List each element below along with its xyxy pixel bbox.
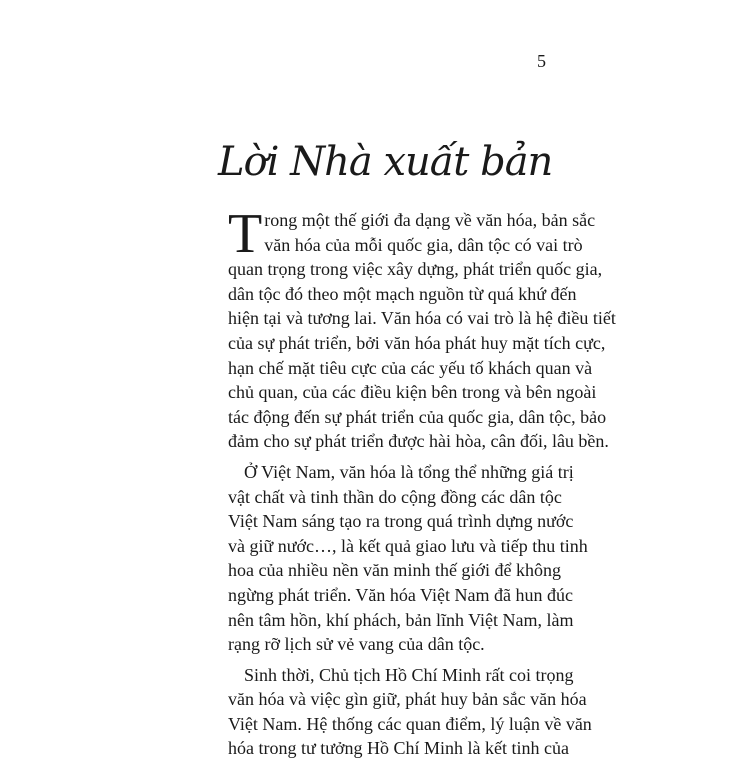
text-line: rong một thế giới đa dạng về văn hóa, bản sắc	[264, 210, 596, 230]
text-line: Sinh thời, Chủ tịch Hồ Chí Minh rất coi trọng	[244, 664, 574, 685]
text-line: vật chất và tinh thần do cộng đồng các dân tộc	[228, 486, 562, 507]
text-line: Việt Nam sáng tạo ra trong quá trình dựng nước	[228, 511, 574, 532]
text-line: ngừng phát triển. Văn hóa Việt Nam đã hun đúc	[228, 584, 573, 605]
text-line: văn hóa của mỗi quốc gia, dân tộc có vai trò	[264, 234, 583, 255]
text-line: rạng rỡ lịch sử vẻ vang của dân tộc.	[228, 634, 485, 655]
text-line: của sự phát triển, bởi văn hóa phát huy mặt tích cực,	[228, 332, 606, 353]
text-line: hoa của nhiều nền văn minh thế giới để không	[228, 560, 561, 581]
text-line: tác động đến sự phát triển của quốc gia, dân tộc, bảo	[228, 406, 607, 427]
body-text	[228, 203, 616, 761]
text-line: hóa trong tư tưởng Hồ Chí Minh là kết tinh của	[228, 738, 569, 759]
paragraph-1	[228, 203, 616, 454]
page-number: 5	[537, 51, 546, 71]
text-line: hiện tại và tương lai. Văn hóa có vai trò là hệ điều tiết	[228, 308, 616, 329]
text-line: dân tộc đó theo một mạch nguồn từ quá khứ đến	[228, 283, 577, 304]
text-line: và giữ nước…, là kết quả giao lưu và tiếp thu tinh	[228, 535, 588, 556]
text-line: chủ quan, của các điều kiện bên trong và bên ngoài	[228, 382, 597, 403]
text-line: hạn chế mặt tiêu cực của các yếu tố khách quan và	[228, 357, 593, 378]
text-line: văn hóa và việc gìn giữ, phát huy bản sắc văn hóa	[228, 689, 587, 710]
text-line: quan trọng trong việc xây dựng, phát triển quốc gia,	[228, 259, 603, 280]
paragraph-2	[228, 460, 588, 657]
text-line: Việt Nam. Hệ thống các quan điểm, lý luận về văn	[228, 713, 592, 734]
text-line: nên tâm hồn, khí phách, bản lĩnh Việt Nam, làm	[228, 609, 574, 630]
paragraph-3	[228, 663, 592, 761]
text-line: đảm cho sự phát triển được hài hòa, cân đối, lâu bền.	[228, 431, 609, 452]
text-line: Ở Việt Nam, văn hóa là tổng thể những giá trị	[244, 461, 574, 482]
drop-cap: T	[228, 203, 263, 265]
page-heading: Lời Nhà xuất bản	[218, 139, 553, 185]
